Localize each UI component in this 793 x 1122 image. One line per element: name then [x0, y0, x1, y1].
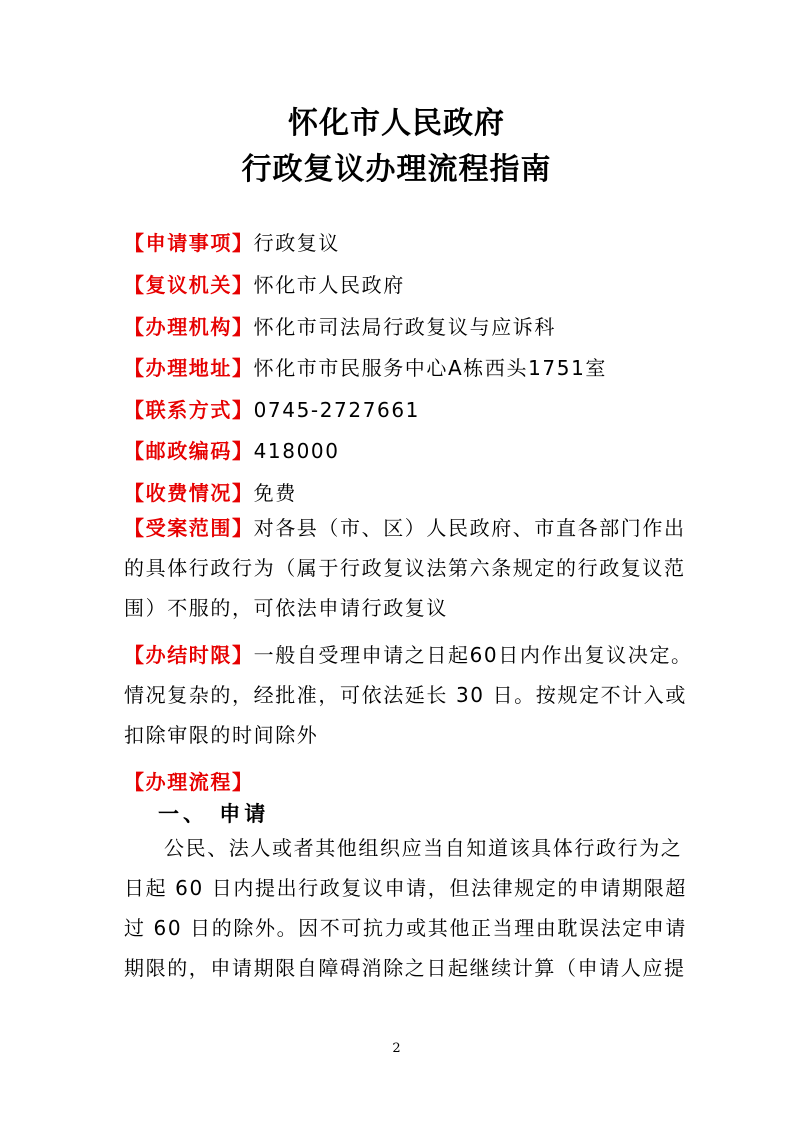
deadline-text-line: 情况复杂的，经批准，可依法延长 30 日。按规定不计入或: [124, 683, 687, 707]
deadline-text-line: 扣除审限的时间除外: [124, 723, 319, 747]
scope-paragraph: [124, 508, 686, 628]
section-heading: 一、 申请: [158, 802, 270, 826]
process-text-line: 过 60 日的除外。因不可抗力或其他正当理由耽误法定申请: [124, 916, 687, 940]
field-value: 怀化市市民服务中心A栋西头1751室: [253, 356, 607, 380]
deadline-paragraph: [124, 635, 693, 755]
field-value: 怀化市司法局行政复议与应诉科: [253, 315, 557, 339]
field-value: 0745-2727661: [253, 398, 420, 422]
process-label: 【办理流程】: [124, 770, 254, 794]
field-handling-office: [124, 311, 556, 340]
field-address: [124, 352, 607, 381]
field-label: 【办理地址】: [124, 356, 254, 380]
deadline-label: 【办结时限】: [124, 643, 254, 667]
field-contact: [124, 394, 420, 423]
page-number: 2: [392, 1041, 401, 1056]
field-postcode: [124, 435, 340, 464]
scope-label: 【受案范围】: [124, 516, 254, 540]
field-label: 【邮政编码】: [124, 439, 254, 463]
page-title-line2: 行政复议办理流程指南: [241, 152, 552, 187]
field-value: 怀化市人民政府: [253, 273, 405, 297]
page-title-line1: 怀化市人民政府: [288, 106, 505, 141]
process-text-line: 期限的，申请期限自障碍消除之日起继续计算（申请人应提: [124, 956, 686, 980]
process-text-line: 日起 60 日内提出行政复议申请，但法律规定的申请期限超: [124, 876, 687, 900]
process-text-line: 公民、法人或者其他组织应当自知道该具体行政行为之: [164, 836, 683, 860]
field-label: 【联系方式】: [124, 398, 254, 422]
scope-text-line: 围）不服的，可依法申请行政复议: [124, 596, 448, 620]
field-value: 418000: [253, 439, 340, 463]
field-fees: [124, 477, 297, 506]
scope-text-line: 对各县（市、区）人民政府、市直各部门作出: [253, 516, 686, 540]
process-paragraph: [124, 828, 687, 988]
field-label: 【办理机构】: [124, 315, 254, 339]
field-review-authority: [124, 269, 405, 298]
field-label: 【收费情况】: [124, 481, 254, 505]
field-label: 【复议机关】: [124, 273, 254, 297]
field-value: 行政复议: [253, 231, 341, 255]
field-label: 【申请事项】: [124, 231, 254, 255]
deadline-text-line: 一般自受理申请之日起60日内作出复议决定。: [253, 643, 693, 667]
field-application-item: [124, 227, 340, 256]
field-value: 免费: [253, 481, 297, 505]
scope-text-line: 的具体行政行为（属于行政复议法第六条规定的行政复议范: [124, 556, 686, 580]
